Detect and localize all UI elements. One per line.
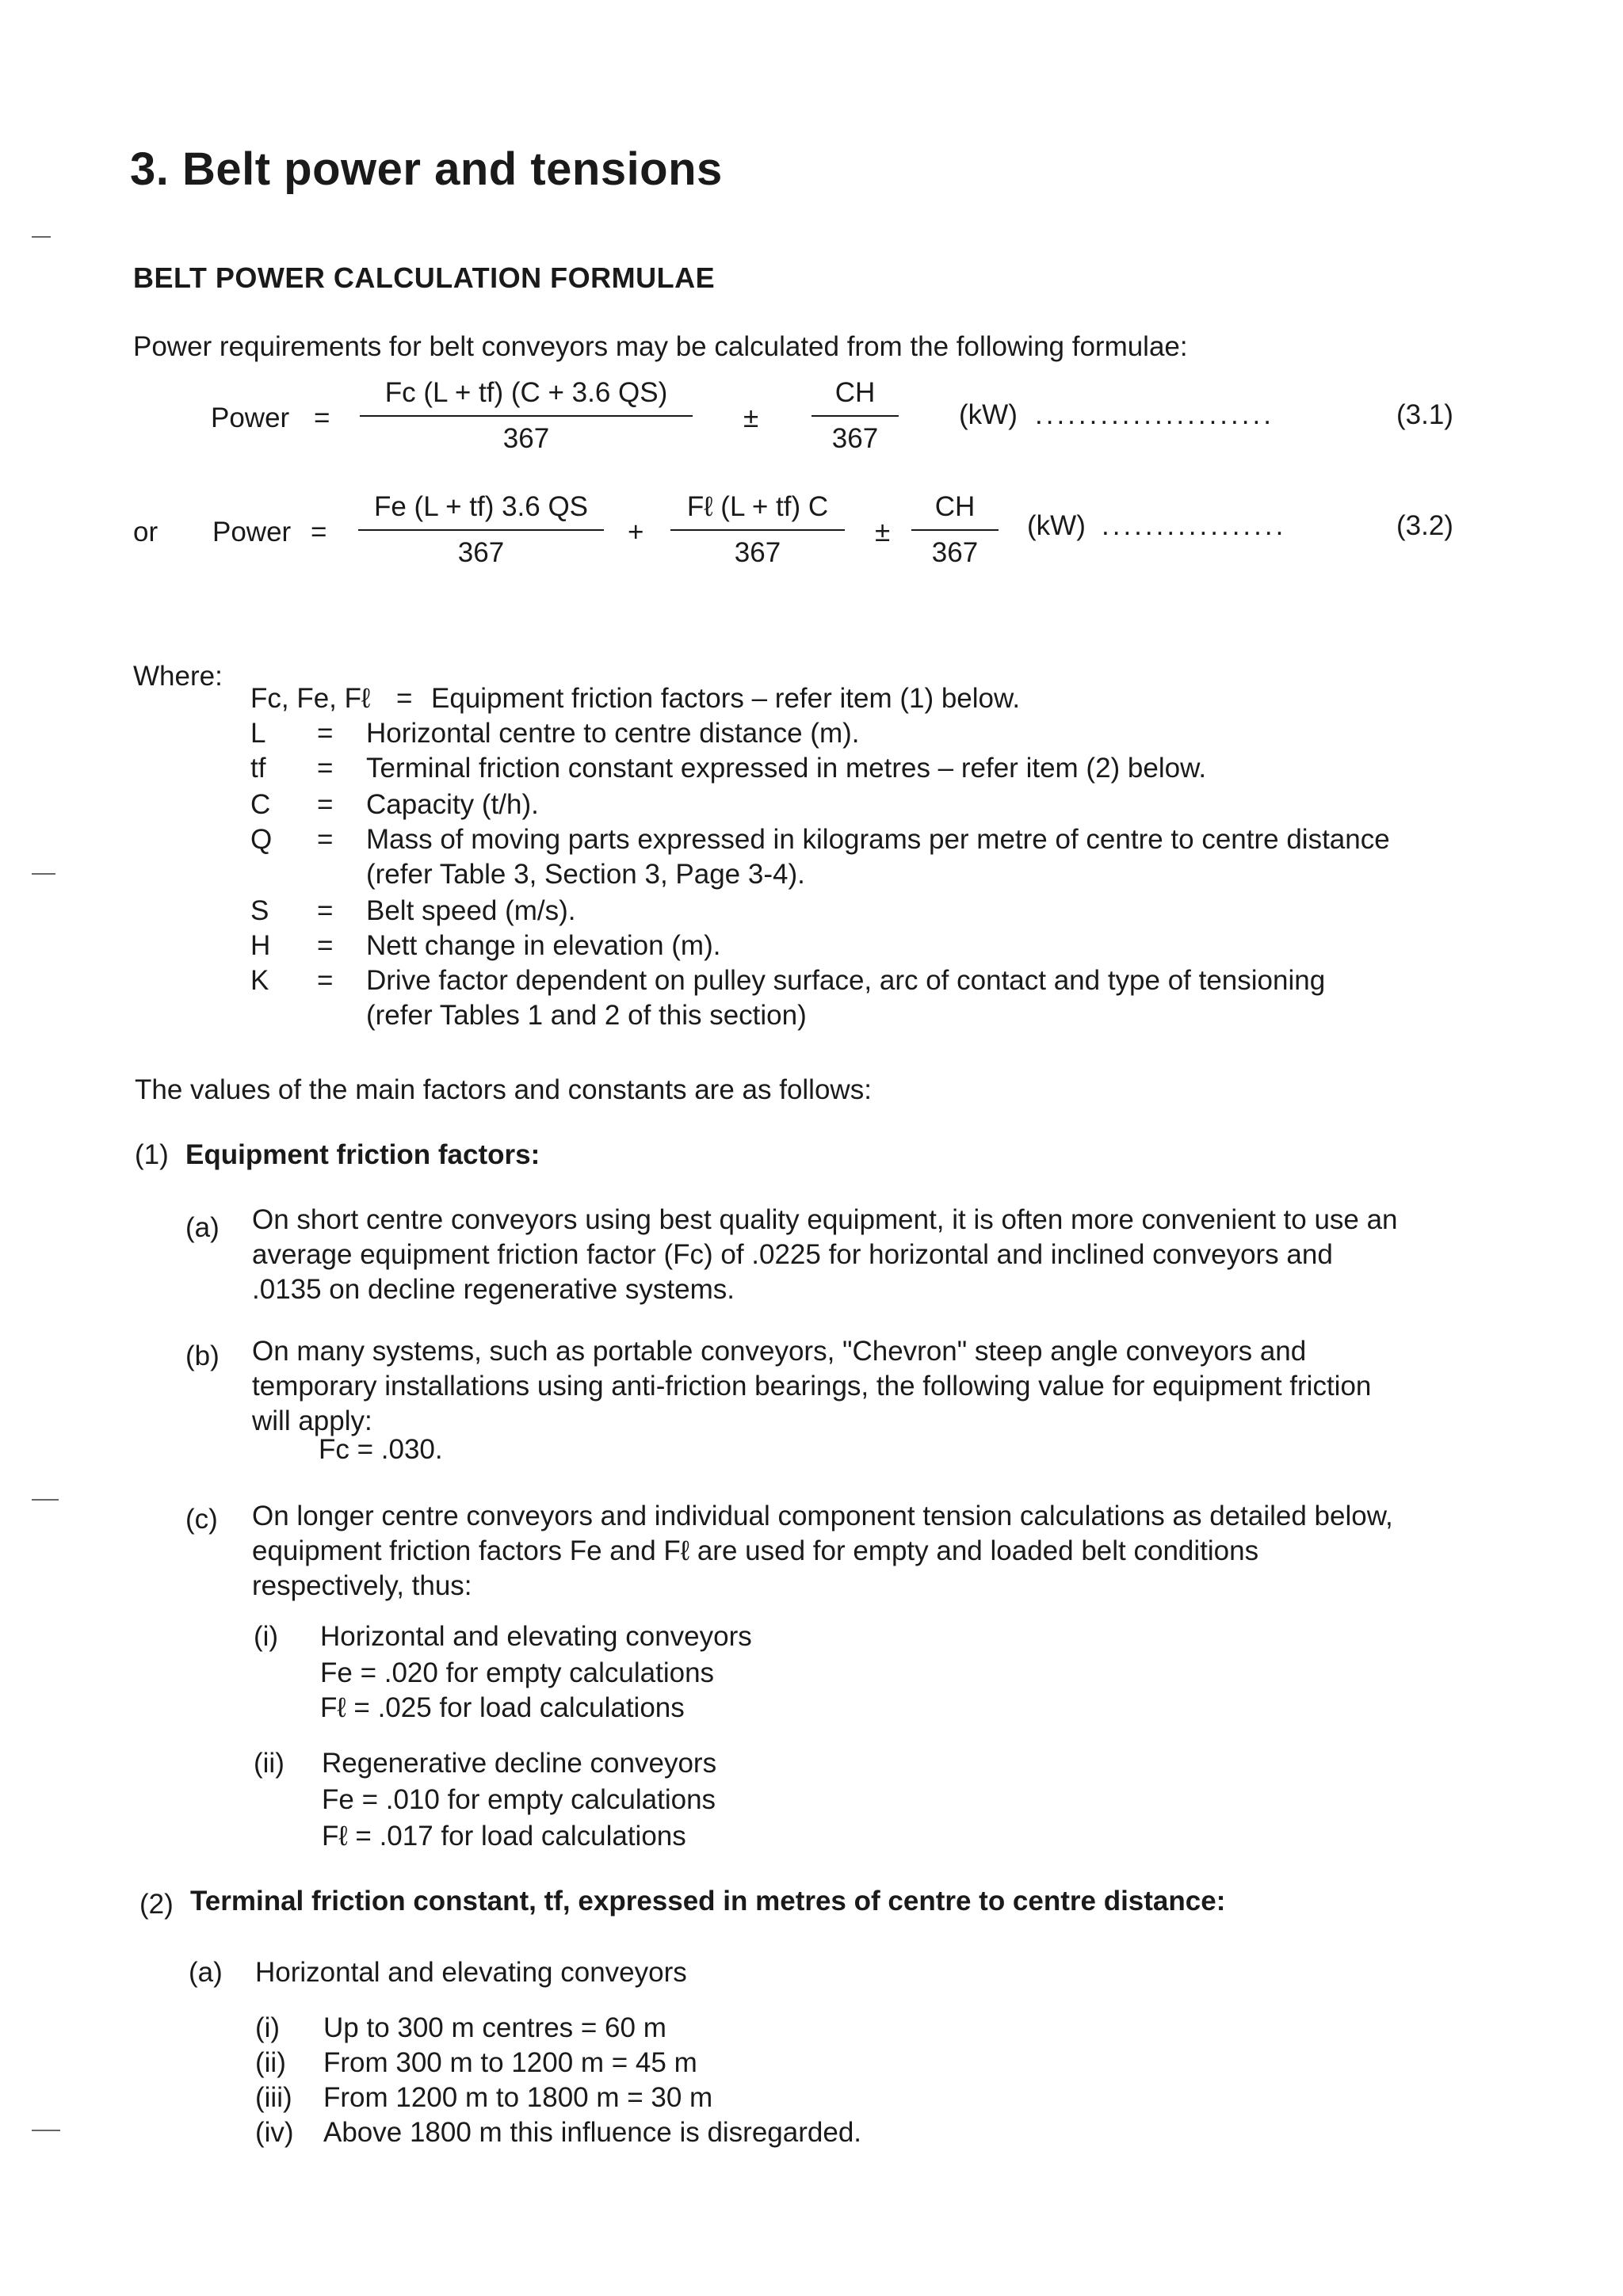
eq2-denominator-3: 367 [931,537,979,568]
eq1-fraction-1 [360,376,693,456]
definition-equals: = [317,930,334,961]
item1a-line: .0135 on decline regenerative systems. [252,1274,735,1305]
page-title: 3. Belt power and tensions [130,143,723,195]
item2a-sub-label: (iii) [255,2082,292,2113]
eq1-equals: = [314,402,330,433]
definition-symbol: C [250,789,271,820]
item1c-ii-title: Regenerative decline conveyors [322,1748,717,1779]
definition-equals: = [317,965,334,996]
eq1-label: Power [211,402,290,433]
item2a-sub-label: (iv) [255,2117,294,2148]
definition-text: Capacity (t/h). [366,789,539,820]
definition-text: Drive factor dependent on pulley surface, arc of contact and type of tensioning [366,965,1326,996]
item1-heading: Equipment friction factors: [185,1139,540,1170]
item1a-text [252,1203,1461,1307]
item1a-label: (a) [185,1212,220,1243]
eq2-or: or [133,517,158,547]
definition-symbol: K [250,965,269,996]
intro-text: Power requirements for belt conveyors may be calculated from the following formulae: [133,331,1188,362]
definition-equals: = [317,789,334,820]
eq2-fraction-1 [358,490,604,570]
item1c-i-value-1: Fe = .020 for empty calculations [320,1657,715,1688]
definition-symbol: Q [250,824,273,855]
eq1-leader-dots: ...................... [1035,399,1274,430]
eq2-equals: = [311,517,327,547]
eq2-unit: (kW) [1027,510,1086,541]
definition-equals: = [317,718,334,749]
section-heading: BELT POWER CALCULATION FORMULAE [133,261,716,294]
eq2-leader-dots: ................. [1102,510,1287,541]
eq2-label: Power [212,517,292,547]
item1-number: (1) [135,1139,169,1170]
eq2-fraction-2 [670,490,845,570]
eq1-denominator-1: 367 [502,423,550,454]
item1c-label: (c) [185,1504,218,1535]
definition-text-continued: (refer Tables 1 and 2 of this section) [366,1000,807,1031]
item1c-i-value-2: Fℓ = .025 for load calculations [320,1692,685,1723]
item1c-i-title: Horizontal and elevating conveyors [320,1621,752,1652]
item1b-value: Fc = .030. [319,1434,443,1465]
eq2-plus: + [628,517,644,547]
scan-mark [32,1499,59,1501]
item1b-line: temporary installations using anti-friction bearings, the following value for equipment friction [252,1371,1372,1402]
item1b-line: will apply: [252,1405,372,1436]
definition-symbol: L [250,718,266,749]
definition-text: Belt speed (m/s). [366,895,576,926]
item1c-ii-label: (ii) [254,1748,285,1779]
definition-equals: = [317,824,334,855]
eq2-number: (3.2) [1396,510,1453,541]
definition-symbol: S [250,895,269,926]
item2a-label: (a) [189,1957,223,1988]
definition-symbol: tf [250,753,266,784]
item1a-line: average equipment friction factor (Fc) of .0225 for horizontal and inclined conveyors and [252,1239,1333,1270]
definition-symbol: Fc, Fe, Fℓ [250,683,371,714]
eq1-number: (3.1) [1396,399,1453,430]
item2-heading: Terminal friction constant, tf, expressed in metres of centre to centre distance: [190,1886,1226,1917]
item1c-i-label: (i) [254,1621,279,1652]
item1a-line: On short centre conveyors using best quality equipment, it is often more convenient to use an [252,1204,1398,1235]
eq1-unit: (kW) [959,399,1018,430]
item2a-sub-text: From 300 m to 1200 m = 45 m [323,2047,697,2078]
eq2-fraction-3 [911,490,999,570]
values-intro: The values of the main factors and constants are as follows: [135,1074,872,1105]
eq2-numerator-2: Fℓ (L + tf) C [670,490,845,531]
item1b-text [252,1334,1461,1439]
item1c-line: equipment friction factors Fe and Fℓ are used for empty and loaded belt conditions [252,1535,1259,1566]
definition-text-continued: (refer Table 3, Section 3, Page 3-4). [366,859,805,890]
item2a-title: Horizontal and elevating conveyors [255,1957,687,1988]
item2-number: (2) [139,1889,174,1920]
eq2-denominator-2: 367 [734,537,781,568]
item1c-line: respectively, thus: [252,1570,472,1601]
eq2-plus-minus: ± [875,517,891,547]
definition-equals: = [317,895,334,926]
definition-text: Mass of moving parts expressed in kilograms per metre of centre to centre distance [366,824,1390,855]
eq1-numerator-2: CH [812,376,899,417]
item1b-line: On many systems, such as portable conveyors, "Chevron" steep angle conveyors and [252,1336,1307,1367]
definition-text: Nett change in elevation (m). [366,930,721,961]
eq2-numerator-1: Fe (L + tf) 3.6 QS [358,490,604,531]
item1c-text [252,1499,1461,1604]
eq2-denominator-1: 367 [457,537,505,568]
scan-mark [32,2130,60,2131]
item1c-line: On longer centre conveyors and individual component tension calculations as detailed below, [252,1501,1393,1531]
eq1-plus-minus: ± [743,402,759,433]
item2a-sub-label: (i) [255,2012,281,2043]
definition-equals: = [396,683,413,714]
scan-mark [32,873,55,875]
item2a-sub-text: From 1200 m to 1800 m = 30 m [323,2082,713,2113]
item1b-label: (b) [185,1341,220,1371]
definition-text: Terminal friction constant expressed in metres – refer item (2) below. [366,753,1207,784]
eq1-fraction-2 [812,376,899,456]
item1c-ii-value-1: Fe = .010 for empty calculations [322,1784,716,1815]
item2a-sub-text: Up to 300 m centres = 60 m [323,2012,666,2043]
scan-mark [32,236,51,238]
where-label: Where: [133,661,223,692]
definition-symbol: H [250,930,271,961]
definition-text: Equipment friction factors – refer item (1) below. [431,683,1021,714]
definition-text: Horizontal centre to centre distance (m). [366,718,860,749]
eq1-denominator-2: 367 [831,423,879,454]
item2a-sub-text: Above 1800 m this influence is disregarded. [323,2117,862,2148]
eq2-numerator-3: CH [911,490,999,531]
eq1-numerator-1: Fc (L + tf) (C + 3.6 QS) [360,376,693,417]
definition-equals: = [317,753,334,784]
item2a-sub-label: (ii) [255,2047,286,2078]
item1c-ii-value-2: Fℓ = .017 for load calculations [322,1821,686,1852]
